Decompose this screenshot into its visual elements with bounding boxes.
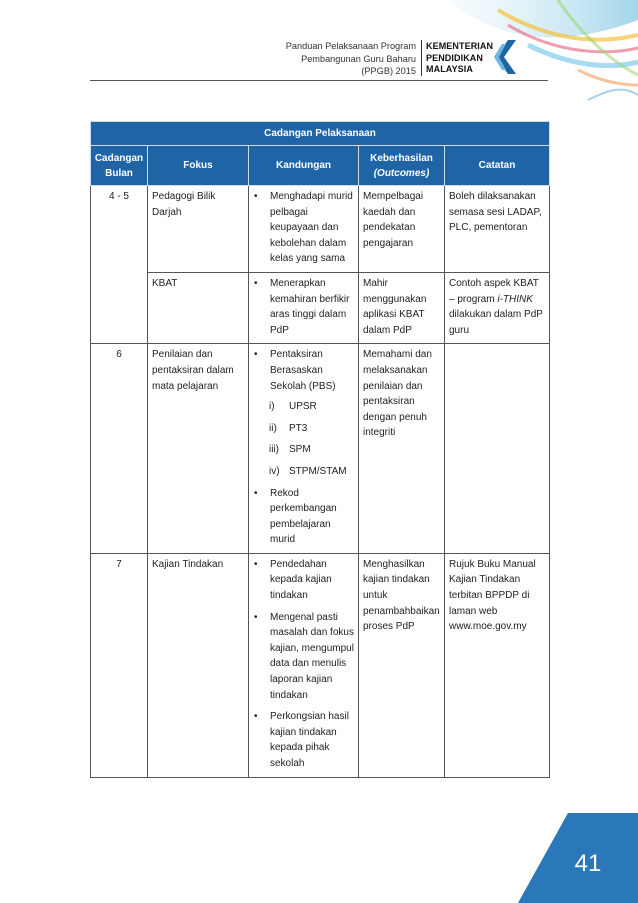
header-line-1: Panduan Pelaksanaan Program: [285, 41, 416, 51]
cell-bulan: 6: [91, 344, 148, 554]
sub-item: [269, 464, 354, 480]
header-outcomes-label: (Outcomes): [373, 167, 430, 179]
header-rule: [90, 80, 548, 81]
catatan-italic-term: i-THINK: [497, 293, 533, 305]
kandungan-item: Rekod perkembangan pembelajaran murid: [270, 487, 337, 546]
cell-fokus: Penilaian dan pentaksiran dalam mata pelajaran: [148, 344, 249, 554]
cell-keberhasilan: Mempelbagai kaedah dan pendekatan pengajaran: [359, 186, 445, 273]
cell-bulan: 7: [91, 553, 148, 777]
cell-keberhasilan: Menghasilkan kajian tindakan untuk penambahbaikan proses PdP: [359, 553, 445, 777]
header-line-2: Pembangunan Guru Baharu: [301, 53, 416, 64]
cell-catatan: Boleh dilaksanakan semasa sesi LADAP, PLC, pementoran: [445, 186, 550, 273]
sub-item-number: ii): [269, 422, 277, 434]
ministry-line-3: MALAYSIA: [426, 64, 473, 74]
table-row: [91, 344, 550, 554]
cell-fokus: Pedagogi Bilik Darjah: [148, 186, 249, 273]
ministry-logo-chevron-icon: [492, 38, 518, 76]
bullet-icon: •: [254, 349, 258, 361]
catatan-text-a: Contoh aspek KBAT – program: [449, 277, 539, 305]
sub-item-number: i): [269, 401, 275, 413]
sub-item-text: SPM: [289, 444, 311, 456]
kandungan-item: Pendedahan kepada kajian tindakan: [270, 558, 332, 602]
sub-item-number: iii): [269, 444, 279, 456]
cell-kandungan: [249, 186, 359, 273]
ministry-line-1: KEMENTERIAN: [426, 41, 494, 51]
kandungan-item: Menghadapi murid pelbagai keupayaan dan kebolehan dalam kelas yang sama: [270, 191, 353, 265]
catatan-text-b: dilakukan dalam PdP guru: [449, 309, 543, 336]
kandungan-item: Pentaksiran Berasaskan Sekolah (PBS): [270, 349, 336, 392]
sub-item: [269, 399, 354, 415]
header-catatan: Catatan: [445, 146, 550, 186]
ministry-line-2: PENDIDIKAN: [426, 52, 484, 63]
table-title: Cadangan Pelaksanaan: [91, 122, 550, 146]
header-fokus: Fokus: [148, 146, 249, 186]
cell-keberhasilan: Memahami dan melaksanakan penilaian dan pentaksiran dengan penuh integriti: [359, 344, 445, 554]
header-keberhasilan-label: Keberhasilan: [370, 152, 433, 164]
ministry-name: [426, 41, 493, 76]
document-title-block: [176, 40, 416, 78]
cell-kandungan: [249, 344, 359, 554]
sub-item: [269, 421, 354, 437]
cell-bulan: 4 - 5: [91, 186, 148, 344]
cell-kandungan: [249, 272, 359, 343]
sub-item: [269, 442, 354, 458]
sub-item-text: STPM/STAM: [289, 465, 347, 477]
page-number: 41: [574, 850, 602, 877]
bullet-icon: •: [254, 611, 258, 623]
kandungan-item: Perkongsian hasil kajian tindakan kepada pihak sekolah: [270, 711, 349, 769]
kandungan-item: Mengenal pasti masalah dan fokus kajian, mengumpul data dan menulis laporan kajian tindakan: [270, 611, 354, 701]
header-line-3: (PPGB) 2015: [361, 66, 416, 76]
cell-catatan: [445, 272, 550, 343]
cell-fokus: Kajian Tindakan: [148, 553, 249, 777]
bullet-icon: •: [254, 191, 258, 202]
cell-kandungan: [249, 553, 359, 777]
header-kandungan: Kandungan: [249, 146, 359, 186]
cell-fokus: KBAT: [148, 272, 249, 343]
cadangan-pelaksanaan-table: [90, 121, 550, 778]
sub-item-text: PT3: [289, 422, 308, 434]
header-bulan: Cadangan Bulan: [91, 146, 148, 186]
sub-item-number: iv): [269, 465, 280, 477]
cell-catatan: Rujuk Buku Manual Kajian Tindakan terbitan BPPDP di laman web www.moe.gov.my: [445, 553, 550, 777]
kandungan-item: Menerapkan kemahiran berfikir aras tinggi dalam PdP: [270, 277, 350, 336]
sub-item-text: UPSR: [289, 401, 317, 413]
table-row: [91, 553, 550, 777]
cell-keberhasilan: Mahir menggunakan aplikasi KBAT dalam PdP: [359, 272, 445, 343]
cell-catatan: [445, 344, 550, 554]
page-number-tab: [518, 813, 638, 903]
table-row: [91, 272, 550, 343]
bullet-icon: •: [254, 487, 258, 499]
bullet-icon: •: [254, 277, 258, 289]
bullet-icon: •: [254, 711, 258, 723]
table-row: [91, 186, 550, 273]
bullet-icon: •: [254, 558, 258, 570]
header-keberhasilan: [359, 146, 445, 186]
header-divider: [421, 40, 422, 76]
